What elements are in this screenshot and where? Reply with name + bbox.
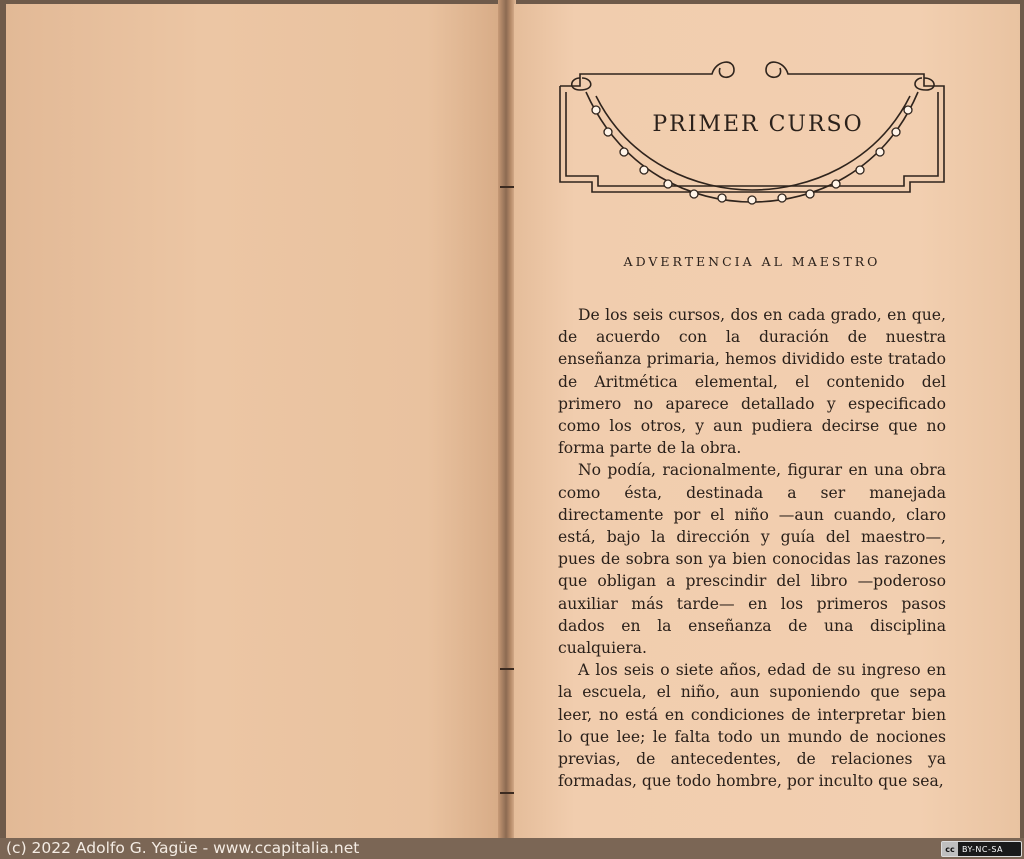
binding-stitch [500,668,514,670]
license-label: BY-NC-SA [962,844,1004,854]
paragraph: No podía, racionalmente, figurar en una obra como ésta, destinada a ser manejada directamente por el niño —aun cuando, claro está, bajo la dirección y guía del maestro—, pues de sobra son ya bien conocidas las razones que obligan a prescindir del libro —poderoso auxiliar más tarde— en los primeros pasos dados en la enseñanza de una disciplina cualquiera. [558,461,946,658]
paragraph: De los seis cursos, dos en cada grado, en que, de acuerdo con la duración de nuestra enseñanza primaria, hemos dividido este tratado de Aritmética elemental, el contenido del primero no aparece detallado y especificado como los otros, y aun pudiera decirse que no forma parte de la obra. [558,306,946,458]
left-page-blank [6,4,502,838]
section-title: PRIMER CURSO [652,112,864,137]
paragraph: A los seis o siete años, edad de su ingreso en la escuela, el niño, aun suponiendo que sepa leer, no está en condiciones de interpretar bien lo que lee; le falta todo un mundo de nociones previas, de antecedentes, de relaciones ya formadas, que todo hombre, por inculto que sea, [558,661,946,791]
body-text [558,304,946,792]
creative-commons-icon: cc [942,842,958,856]
copyright-credit: (c) 2022 Adolfo G. Yagüe - www.ccapitalia.net [6,839,360,857]
binding-stitch [500,186,514,188]
license-badge[interactable] [941,841,1022,857]
binding-stitch [500,792,514,794]
section-subheading: ADVERTENCIA AL MAESTRO [623,254,881,269]
